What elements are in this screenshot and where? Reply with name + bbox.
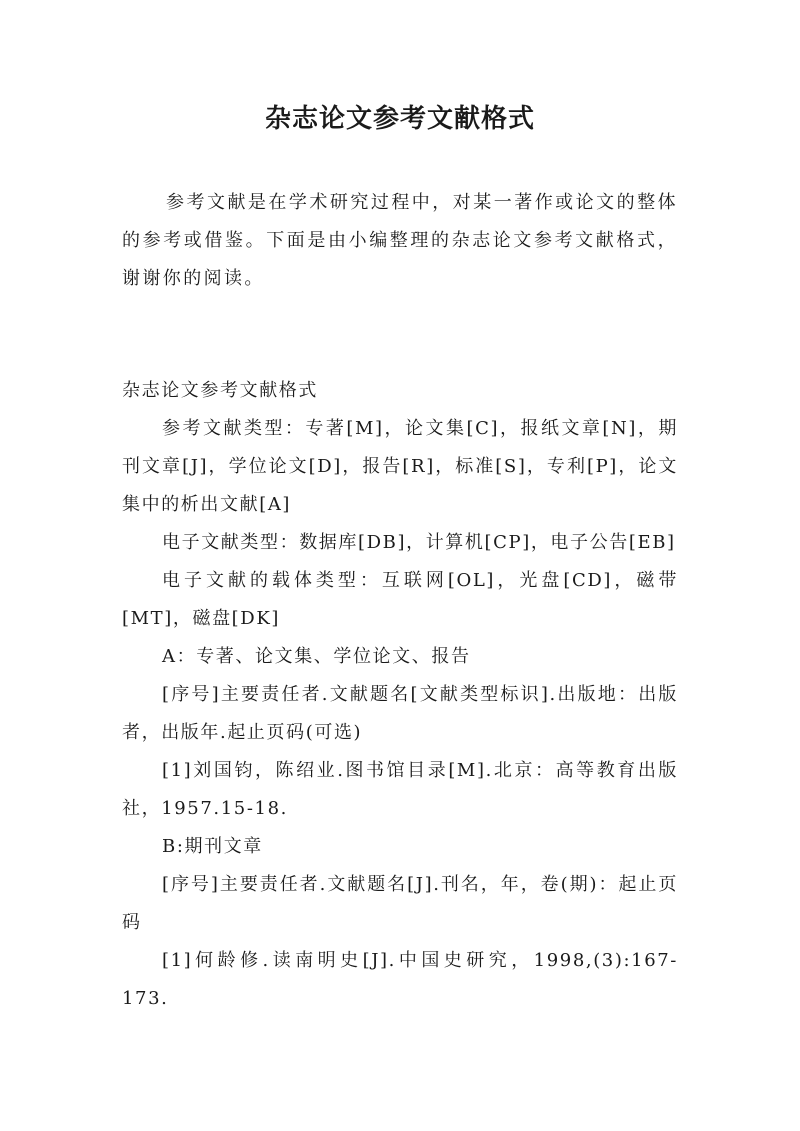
paragraph-carrier-types: 电子文献的载体类型：互联网[OL]，光盘[CD]，磁带[MT]，磁盘[DK] — [122, 570, 678, 629]
paragraph-category-b: B:期刊文章 — [162, 836, 263, 857]
paragraph-electronic-types: 电子文献类型：数据库[DB]，计算机[CP]，电子公告[EB] — [162, 532, 676, 553]
section-heading: 杂志论文参考文献格式 — [122, 380, 318, 401]
paragraph-format-a: [序号]主要责任者.文献题名[文献类型标识].出版地：出版者，出版年.起止页码(可选) — [122, 684, 678, 743]
paragraph-format-b: [序号]主要责任者.文献题名[J].刊名，年，卷(期)：起止页码 — [122, 874, 678, 933]
paragraph-example-b: [1]何龄修.读南明史[J].中国史研究，1998,(3):167-173. — [122, 950, 678, 1009]
document-body — [122, 372, 678, 1018]
intro-paragraph: 参考文献是在学术研究过程中，对某一著作或论文的整体的参考或借鉴。下面是由小编整理的杂志论文参考文献格式，谢谢你的阅读。 — [122, 192, 678, 289]
paragraph-example-a: [1]刘国钧，陈绍业.图书馆目录[M].北京：高等教育出版社，1957.15-18. — [122, 760, 678, 819]
paragraph-category-a: A：专著、论文集、学位论文、报告 — [162, 646, 471, 667]
document-title: 杂志论文参考文献格式 — [264, 104, 535, 134]
paragraph-reference-types: 参考文献类型：专著[M]，论文集[C]，报纸文章[N]，期刊文章[J]，学位论文[D]，报告[R]，标准[S]，专利[P]，论文集中的析出文献[A] — [122, 418, 678, 515]
